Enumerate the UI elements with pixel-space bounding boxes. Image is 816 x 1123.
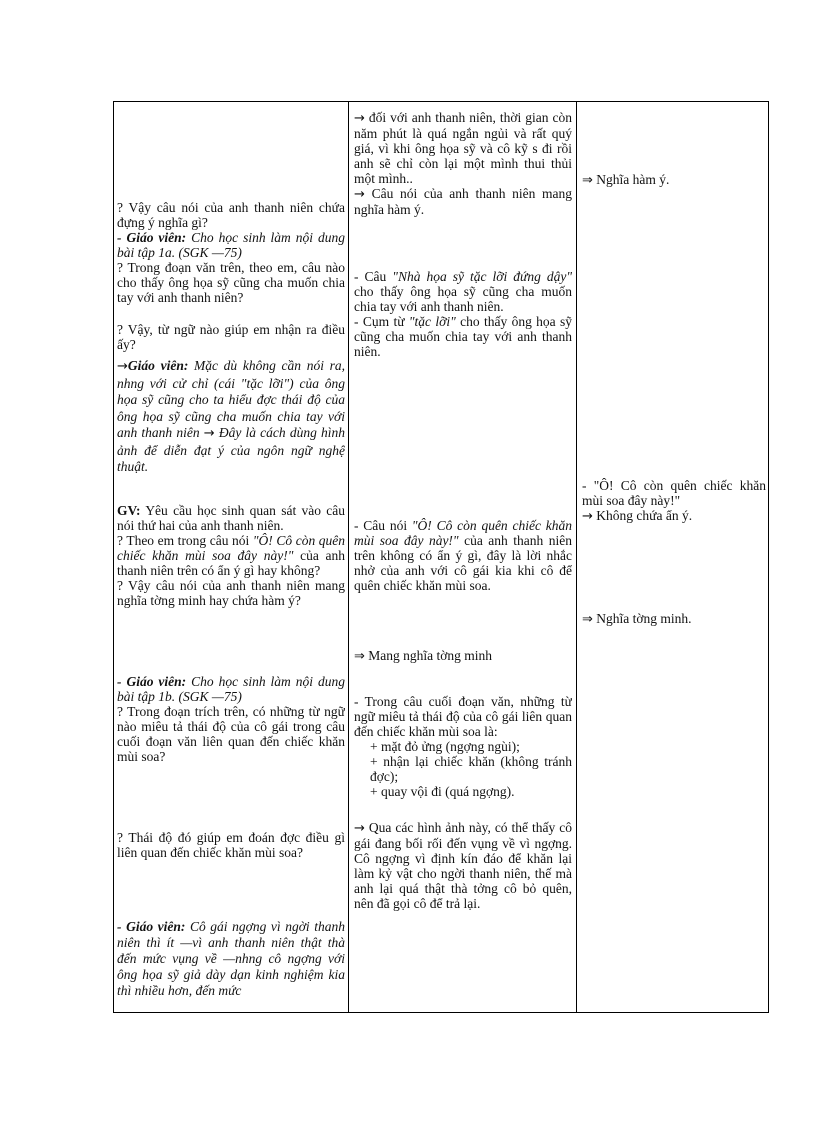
right-arrow-icon: → — [354, 821, 365, 836]
answer-explicit: ⇒ Mang nghĩa tờng minh — [354, 648, 493, 664]
lesson-table — [113, 101, 769, 1013]
question-second-sentence: GV: Yêu cầu học sinh quan sát vào câu nói thứ hai của anh thanh niên. ? Theo em trong câu nói "Ô! Cô còn quên chiếc khăn mùi soa đây này!" của anh thanh niên trên có ẩn ý gì hay không? ? Vậy câu nói của anh thanh niên mang nghĩa tờng minh hay chứa hàm ý? — [117, 503, 345, 608]
question-attitude: - Giáo viên: Cho học sinh làm nội dung bài tập 1b. (SGK —75) ? Trong đoạn trích trên, có những từ ngữ nào miêu tả thái độ của cô gái trong câu cuối đoạn văn liên quan đến chiếc khăn mùi soa? — [117, 674, 345, 764]
right-arrow-icon: → — [582, 509, 593, 524]
answer-attitude: - Trong câu cuối đoạn văn, những từ ngữ miêu tả thái độ của cô gái liên quan đến chiếc khăn mùi soa là: + mặt đỏ ửng (ngợng ngùi); + nhận lại chiếc khăn (không tránh đợc); + quay vội đi (quá ngợng). — [354, 694, 572, 799]
conclusion-quote: - "Ô! Cô còn quên chiếc khăn mùi soa đây này!" → Không chứa ẩn ý. — [582, 478, 766, 524]
teacher-note: - Giáo viên: Cô gái ngợng vì ngời thanh niên thì ít —vì anh thanh niên thật thà đến mức vụng về —nhng cô ngợng với ông họa sỹ giả dày dạn kinh nghiệm kia thì nhiều hơn, đến mức — [117, 919, 345, 998]
answer-column — [354, 102, 572, 1012]
question-meaning: ? Vậy câu nói của anh thanh niên chứa đựng ý nghĩa gì? - Giáo viên: Cho học sinh làm nội dung bài tập 1a. (SGK —75) — [117, 200, 345, 260]
column-divider-1 — [348, 102, 349, 1012]
answer-second-sentence: - Câu nói "Ô! Cô còn quên chiếc khăn mùi soa đây này!" của anh thanh niên trên không có ẩn ý gì, đây là lời nhắc nhở của anh với cô gái kia khi cô để quên chiếc khăn mùi soa. — [354, 518, 572, 593]
conclusion-implicit: ⇒ Nghĩa hàm ý. — [582, 172, 670, 188]
right-arrow-icon: → — [354, 111, 365, 126]
question-words: ? Vậy, từ ngữ nào giúp em nhận ra điều ấy? — [117, 322, 345, 352]
teacher-explanation: →Giáo viên: Mặc dù không cần nói ra, nhng với cử chỉ (cái "tặc lỡi") của ông họa sỹ cũng cho ta hiểu đợc thái độ của ông họa sỹ cũng cha muốn chia tay với anh thanh niên → Đây là cách dùng hình ảnh để diễn đạt ý của ngôn ngữ nghệ thuật. — [117, 358, 345, 474]
answer-time: → đối với anh thanh niên, thời gian còn năm phút là quá ngắn ngủi và rất quý giá, vì khi ông họa sỹ và cô kỹ s đi rồi anh sẽ chỉ còn lại một mình thui thủi một mình.. → Câu nói của anh thanh niên mang nghĩa hàm ý. — [354, 110, 572, 217]
right-arrow-icon: → — [203, 426, 215, 441]
answer-sentence: - Câu "Nhà họa sỹ tặc lỡi đứng dậy" cho thấy ông họa sỹ cũng cha muốn chia tay với anh thanh niên. - Cụm từ "tặc lỡi" cho thấy ông họa sỹ cũng cha muốn chia tay với anh thanh niên. — [354, 269, 572, 359]
column-divider-2 — [576, 102, 577, 1012]
answer-inference: → Qua các hình ảnh này, có thể thấy cô gái đang bối rối đến vụng về vì ngợng. Cô ngợng vì định kín đáo để khăn lại làm kỷ vật cho ngời thanh niên, thế mà anh lại quá thật thà tởng cô bỏ quên, nên đã gọi cô để trả lại. — [354, 820, 572, 911]
question-sentence: ? Trong đoạn văn trên, theo em, câu nào cho thấy ông họa sỹ cũng cha muốn chia tay với anh thanh niên? — [117, 260, 345, 305]
right-arrow-icon: → — [117, 359, 128, 374]
conclusion-explicit: ⇒ Nghĩa tờng minh. — [582, 611, 692, 627]
teacher-column — [117, 102, 345, 1012]
double-arrow-icon: ⇒ — [582, 173, 593, 188]
double-arrow-icon: ⇒ — [582, 612, 593, 627]
question-guess: ? Thái độ đó giúp em đoán đợc điều gì liên quan đến chiếc khăn mùi soa? — [117, 830, 345, 860]
conclusion-column — [582, 102, 766, 1012]
double-arrow-icon: ⇒ — [354, 649, 365, 664]
right-arrow-icon: → — [354, 187, 365, 202]
